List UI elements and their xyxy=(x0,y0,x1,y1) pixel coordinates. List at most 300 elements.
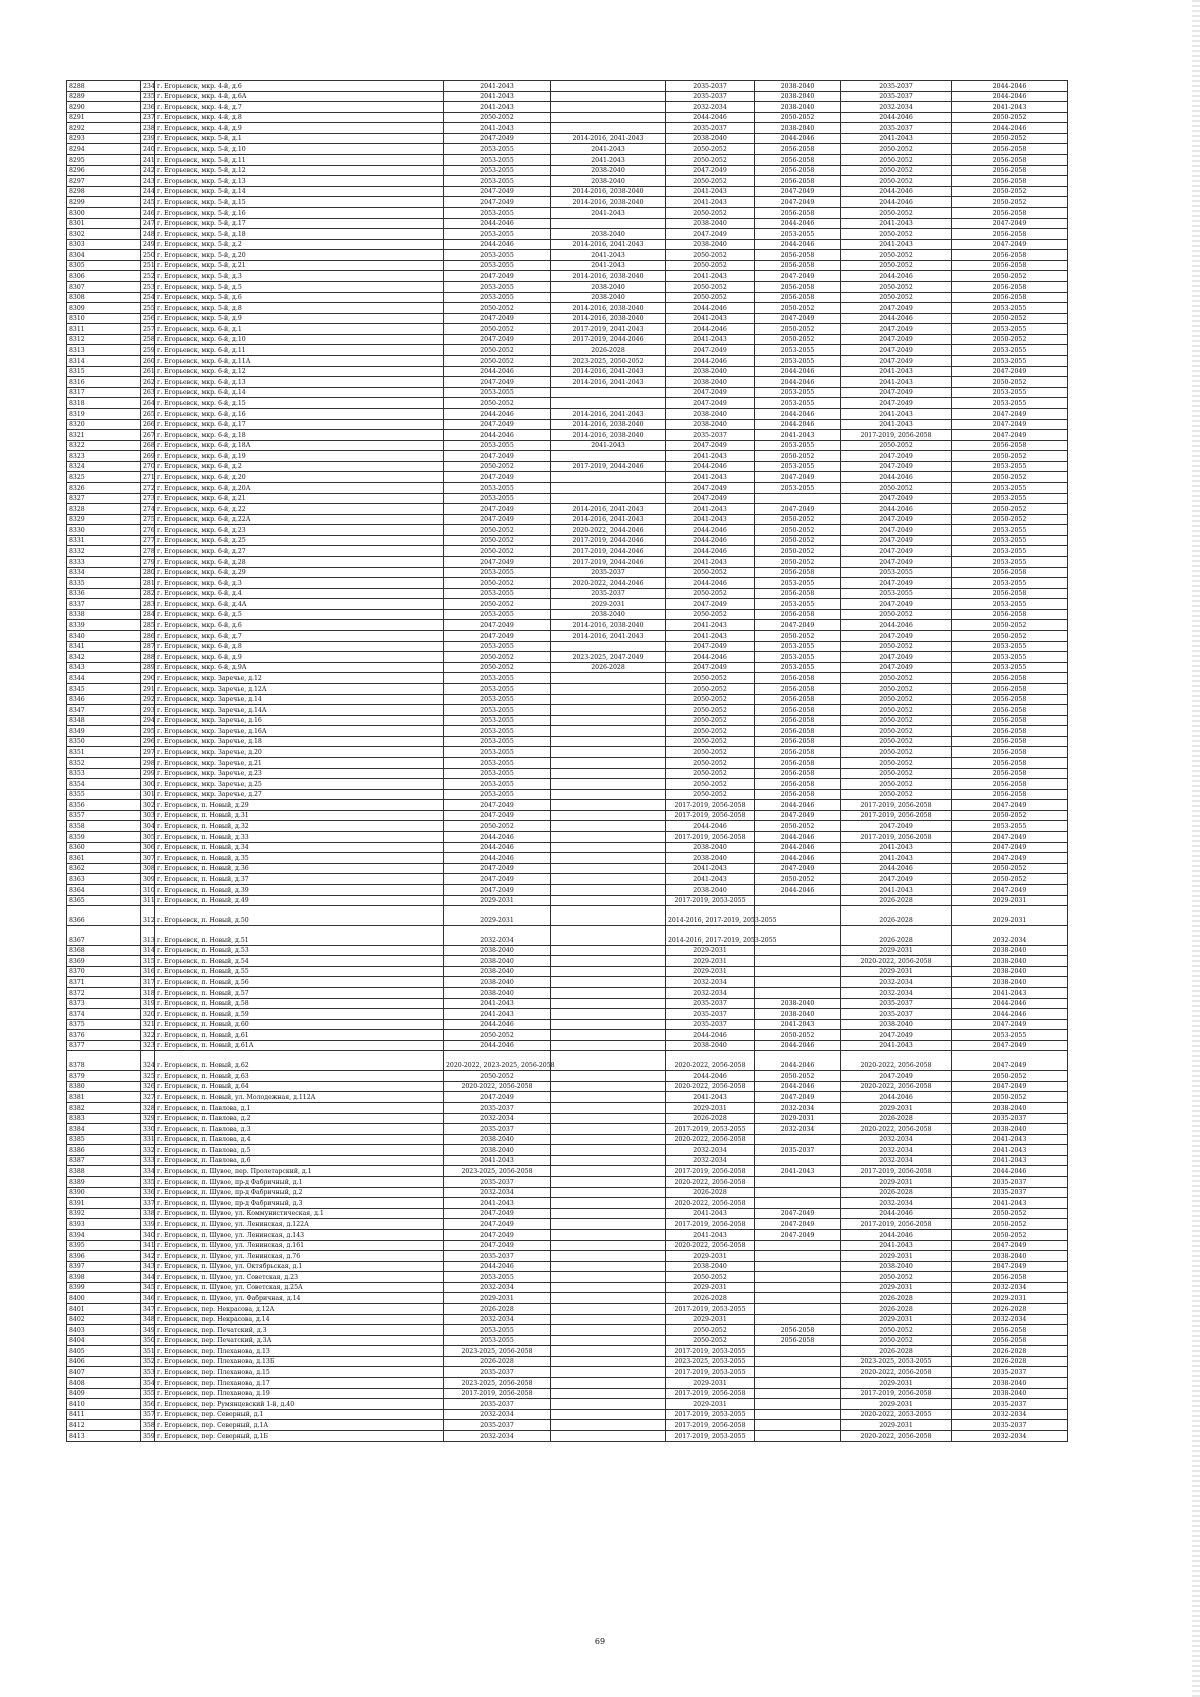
cell-period-2 xyxy=(551,1282,666,1293)
table-row xyxy=(67,705,1068,716)
cell-period-2: 2014-2016, 2041-2043 xyxy=(551,239,666,250)
cell-period-2 xyxy=(551,387,666,398)
cell-address: г. Егорьевск, мкр. Заречье, д.12 xyxy=(155,673,444,684)
table-row xyxy=(67,1145,1068,1156)
cell-period-1: 2032-2034 xyxy=(444,1430,551,1441)
cell-period-3: 2038-2040 xyxy=(666,842,755,853)
cell-period-3: 2044-2046 xyxy=(666,1030,755,1041)
cell-period-4: 2056-2058 xyxy=(755,609,841,620)
cell-period-2 xyxy=(551,1378,666,1389)
cell-row-id: 8342 xyxy=(67,652,141,663)
cell-period-6: 2047-2049 xyxy=(952,239,1068,250)
cell-period-3: 2038-2040 xyxy=(666,377,755,388)
cell-address: г. Егорьевск, мкр. 6-й, д.8 xyxy=(155,641,444,652)
cell-period-2 xyxy=(551,715,666,726)
cell-period-1: 2044-2046 xyxy=(444,408,551,419)
cell-period-3: 2035-2037 xyxy=(666,998,755,1009)
cell-row-id: 8355 xyxy=(67,789,141,800)
cell-period-5: 2035-2037 xyxy=(841,81,952,92)
cell-item-number: 276 xyxy=(141,525,155,536)
cell-period-3: 2041-2043 xyxy=(666,874,755,885)
cell-period-5: 2047-2049 xyxy=(841,345,952,356)
cell-period-6: 2053-2055 xyxy=(952,662,1068,673)
cell-period-3: 2020-2022, 2056-2058 xyxy=(666,1134,755,1145)
cell-period-1: 2047-2049 xyxy=(444,197,551,208)
cell-period-5: 2047-2049 xyxy=(841,1030,952,1041)
cell-period-6: 2050-2052 xyxy=(952,377,1068,388)
cell-period-4: 2047-2049 xyxy=(755,271,841,282)
cell-period-1: 2023-2025, 2056-2058 xyxy=(444,1378,551,1389)
cell-period-2 xyxy=(551,956,666,967)
cell-period-4: 2044-2046 xyxy=(755,1040,841,1051)
cell-period-2 xyxy=(551,1325,666,1336)
cell-address: г. Егорьевск, п. Павлова, д.5 xyxy=(155,1145,444,1156)
cell-period-3: 2047-2049 xyxy=(666,398,755,409)
cell-row-id: 8384 xyxy=(67,1124,141,1135)
cell-period-1: 2050-2052 xyxy=(444,112,551,123)
table-row xyxy=(67,186,1068,197)
cell-period-3: 2041-2043 xyxy=(666,557,755,568)
table-row xyxy=(67,144,1068,155)
table-row xyxy=(67,324,1068,335)
cell-period-1: 2047-2049 xyxy=(444,451,551,462)
cell-address: г. Егорьевск, мкр. 5-й, д.21 xyxy=(155,260,444,271)
cell-period-5: 2020-2022, 2056-2058 xyxy=(841,1430,952,1441)
cell-period-5: 2050-2052 xyxy=(841,1325,952,1336)
cell-period-4: 2056-2058 xyxy=(755,155,841,166)
cell-row-id: 8385 xyxy=(67,1134,141,1145)
cell-period-3: 2041-2043 xyxy=(666,313,755,324)
cell-period-3: 2050-2052 xyxy=(666,588,755,599)
cell-period-1: 2053-2055 xyxy=(444,726,551,737)
cell-period-5: 2026-2028 xyxy=(841,1113,952,1124)
cell-period-4: 2050-2052 xyxy=(755,324,841,335)
cell-item-number: 270 xyxy=(141,461,155,472)
cell-period-5: 2044-2046 xyxy=(841,863,952,874)
table-row xyxy=(67,1229,1068,1240)
cell-period-5: 2044-2046 xyxy=(841,1092,952,1103)
cell-period-6: 2035-2037 xyxy=(952,1420,1068,1431)
cell-period-4: 2056-2058 xyxy=(755,165,841,176)
table-row xyxy=(67,620,1068,631)
cell-period-4: 2056-2058 xyxy=(755,768,841,779)
cell-period-2 xyxy=(551,779,666,790)
cell-item-number: 296 xyxy=(141,736,155,747)
table-row xyxy=(67,356,1068,367)
cell-item-number: 340 xyxy=(141,1229,155,1240)
cell-period-6: 2056-2058 xyxy=(952,440,1068,451)
cell-row-id: 8315 xyxy=(67,366,141,377)
cell-item-number: 335 xyxy=(141,1177,155,1188)
cell-period-3: 2044-2046 xyxy=(666,546,755,557)
cell-row-id: 8313 xyxy=(67,345,141,356)
cell-period-1: 2050-2052 xyxy=(444,345,551,356)
cell-period-4 xyxy=(755,1272,841,1283)
cell-address: г. Егорьевск, мкр. 6-й, д.16 xyxy=(155,408,444,419)
cell-address: г. Егорьевск, п. Шувое, ул. Коммунистическая, д.1 xyxy=(155,1208,444,1219)
table-row xyxy=(67,758,1068,769)
cell-period-1: 2047-2049 xyxy=(444,884,551,895)
cell-address: г. Егорьевск, пер. Плеханова, д.15 xyxy=(155,1367,444,1378)
cell-row-id: 8361 xyxy=(67,853,141,864)
cell-period-4 xyxy=(755,1409,841,1420)
cell-item-number: 291 xyxy=(141,683,155,694)
cell-period-1: 2053-2055 xyxy=(444,292,551,303)
cell-period-3: 2044-2046 xyxy=(666,324,755,335)
cell-address: г. Егорьевск, мкр. 6-й, д.25 xyxy=(155,535,444,546)
cell-period-5: 2032-2034 xyxy=(841,977,952,988)
cell-address: г. Егорьевск, п. Павлова, д.3 xyxy=(155,1124,444,1135)
cell-period-2 xyxy=(551,726,666,737)
cell-period-3: 2038-2040 xyxy=(666,218,755,229)
cell-period-4: 2050-2052 xyxy=(755,535,841,546)
cell-address: г. Егорьевск, п. Новый, д.49 xyxy=(155,895,444,906)
cell-period-6: 2056-2058 xyxy=(952,176,1068,187)
cell-item-number: 354 xyxy=(141,1378,155,1389)
cell-period-4: 2032-2034 xyxy=(755,1103,841,1114)
cell-period-6: 2047-2049 xyxy=(952,366,1068,377)
cell-item-number: 315 xyxy=(141,956,155,967)
cell-period-4 xyxy=(755,1155,841,1166)
cell-address: г. Егорьевск, мкр. 6-й, д.6 xyxy=(155,620,444,631)
cell-period-3: 2041-2043 xyxy=(666,620,755,631)
cell-period-6: 2053-2055 xyxy=(952,652,1068,663)
cell-item-number: 348 xyxy=(141,1314,155,1325)
cell-item-number: 341 xyxy=(141,1240,155,1251)
cell-period-5: 2050-2052 xyxy=(841,176,952,187)
cell-period-2: 2041-2043 xyxy=(551,155,666,166)
cell-row-id: 8393 xyxy=(67,1219,141,1230)
cell-period-3: 2050-2052 xyxy=(666,260,755,271)
cell-period-1: 2047-2049 xyxy=(444,874,551,885)
cell-period-2 xyxy=(551,1293,666,1304)
cell-row-id: 8352 xyxy=(67,758,141,769)
cell-address: г. Егорьевск, мкр. 6-й, д.4А xyxy=(155,599,444,610)
cell-address: г. Егорьевск, п. Новый, д.63 xyxy=(155,1071,444,1082)
cell-address: г. Егорьевск, мкр. 6-й, д.18 xyxy=(155,430,444,441)
cell-period-2 xyxy=(551,1198,666,1209)
cell-item-number: 303 xyxy=(141,810,155,821)
cell-period-4: 2044-2046 xyxy=(755,239,841,250)
cell-address: г. Егорьевск, п. Шувое, ул. Фабричная, д.14 xyxy=(155,1293,444,1304)
cell-period-6: 2056-2058 xyxy=(952,726,1068,737)
cell-period-4: 2050-2052 xyxy=(755,451,841,462)
cell-row-id: 8304 xyxy=(67,250,141,261)
cell-item-number: 329 xyxy=(141,1113,155,1124)
cell-period-4 xyxy=(755,1367,841,1378)
cell-item-number: 322 xyxy=(141,1030,155,1041)
cell-address: г. Егорьевск, мкр. Заречье, д.14 xyxy=(155,694,444,705)
cell-period-3: 2041-2043 xyxy=(666,451,755,462)
cell-period-4 xyxy=(755,1251,841,1262)
cell-row-id: 8401 xyxy=(67,1303,141,1314)
cell-period-2: 2041-2043 xyxy=(551,144,666,155)
cell-period-3: 2032-2034 xyxy=(666,988,755,999)
cell-row-id: 8371 xyxy=(67,977,141,988)
cell-period-1: 2050-2052 xyxy=(444,1030,551,1041)
cell-period-5: 2017-2019, 2056-2058 xyxy=(841,832,952,843)
cell-period-5: 2050-2052 xyxy=(841,726,952,737)
cell-period-3: 2038-2040 xyxy=(666,1040,755,1051)
cell-period-6: 2047-2049 xyxy=(952,218,1068,229)
cell-period-5: 2041-2043 xyxy=(841,419,952,430)
cell-period-4 xyxy=(755,493,841,504)
cell-period-5: 2050-2052 xyxy=(841,747,952,758)
cell-period-5: 2017-2019, 2056-2058 xyxy=(841,800,952,811)
cell-period-5: 2050-2052 xyxy=(841,609,952,620)
cell-period-1: 2047-2049 xyxy=(444,504,551,515)
cell-item-number: 251 xyxy=(141,260,155,271)
cell-period-6: 2041-2043 xyxy=(952,1134,1068,1145)
cell-period-5: 2017-2019, 2056-2058 xyxy=(841,810,952,821)
cell-address: г. Егорьевск, мкр. Заречье, д.16 xyxy=(155,715,444,726)
cell-period-4: 2044-2046 xyxy=(755,218,841,229)
cell-period-1: 2047-2049 xyxy=(444,631,551,642)
cell-period-1: 2053-2055 xyxy=(444,1272,551,1283)
cell-period-1: 2050-2052 xyxy=(444,303,551,314)
cell-period-2: 2017-2019, 2044-2046 xyxy=(551,461,666,472)
cell-period-5: 2050-2052 xyxy=(841,673,952,684)
cell-period-5: 2020-2022, 2056-2058 xyxy=(841,1051,952,1071)
cell-period-6: 2056-2058 xyxy=(952,1272,1068,1283)
table-body xyxy=(67,81,1068,1442)
cell-period-6: 2047-2049 xyxy=(952,1261,1068,1272)
cell-period-6: 2041-2043 xyxy=(952,988,1068,999)
cell-row-id: 8397 xyxy=(67,1261,141,1272)
cell-period-1: 2041-2043 xyxy=(444,123,551,134)
cell-address: г. Егорьевск, мкр. 5-й, д.14 xyxy=(155,186,444,197)
cell-row-id: 8392 xyxy=(67,1208,141,1219)
table-row xyxy=(67,440,1068,451)
cell-item-number: 346 xyxy=(141,1293,155,1304)
table-row xyxy=(67,945,1068,956)
cell-item-number: 284 xyxy=(141,609,155,620)
cell-period-6: 2053-2055 xyxy=(952,345,1068,356)
cell-period-1: 2047-2049 xyxy=(444,863,551,874)
cell-period-1: 2047-2049 xyxy=(444,1240,551,1251)
cell-item-number: 344 xyxy=(141,1272,155,1283)
cell-period-3: 2041-2043 xyxy=(666,1092,755,1103)
cell-address: г. Егорьевск, мкр. 6-й, д.5 xyxy=(155,609,444,620)
cell-row-id: 8405 xyxy=(67,1346,141,1357)
cell-period-5: 2020-2022, 2056-2058 xyxy=(841,1081,952,1092)
cell-item-number: 263 xyxy=(141,387,155,398)
cell-address: г. Егорьевск, мкр. 5-й, д.6 xyxy=(155,292,444,303)
cell-item-number: 297 xyxy=(141,747,155,758)
cell-period-3: 2035-2037 xyxy=(666,1019,755,1030)
cell-period-6: 2041-2043 xyxy=(952,1155,1068,1166)
cell-period-3: 2044-2046 xyxy=(666,1071,755,1082)
cell-item-number: 260 xyxy=(141,356,155,367)
cell-item-number: 253 xyxy=(141,281,155,292)
cell-period-4: 2041-2043 xyxy=(755,1166,841,1177)
cell-period-3: 2050-2052 xyxy=(666,768,755,779)
cell-period-4: 2050-2052 xyxy=(755,631,841,642)
cell-period-1: 2035-2037 xyxy=(444,1420,551,1431)
cell-item-number: 273 xyxy=(141,493,155,504)
cell-row-id: 8353 xyxy=(67,768,141,779)
cell-period-6: 2038-2040 xyxy=(952,956,1068,967)
cell-period-2 xyxy=(551,832,666,843)
cell-period-2 xyxy=(551,906,666,926)
cell-period-2: 2023-2025, 2047-2049 xyxy=(551,652,666,663)
cell-item-number: 351 xyxy=(141,1346,155,1357)
cell-period-6: 2056-2058 xyxy=(952,779,1068,790)
cell-period-6: 2032-2034 xyxy=(952,1314,1068,1325)
cell-item-number: 248 xyxy=(141,229,155,240)
cell-row-id: 8335 xyxy=(67,578,141,589)
cell-period-3: 2050-2052 xyxy=(666,758,755,769)
cell-period-3: 2050-2052 xyxy=(666,155,755,166)
cell-period-2: 2023-2025, 2050-2052 xyxy=(551,356,666,367)
cell-period-3: 2044-2046 xyxy=(666,461,755,472)
cell-item-number: 330 xyxy=(141,1124,155,1135)
cell-address: г. Егорьевск, п. Новый, д.32 xyxy=(155,821,444,832)
cell-period-6: 2050-2052 xyxy=(952,197,1068,208)
cell-period-6: 2050-2052 xyxy=(952,1071,1068,1082)
cell-period-4 xyxy=(755,966,841,977)
cell-period-4 xyxy=(755,1134,841,1145)
cell-period-1: 2038-2040 xyxy=(444,988,551,999)
cell-period-6: 2032-2034 xyxy=(952,1282,1068,1293)
cell-row-id: 8367 xyxy=(67,925,141,945)
cell-item-number: 313 xyxy=(141,925,155,945)
cell-period-4: 2056-2058 xyxy=(755,144,841,155)
cell-period-2: 2014-2016, 2038-2040 xyxy=(551,419,666,430)
cell-period-5: 2047-2049 xyxy=(841,451,952,462)
cell-item-number: 357 xyxy=(141,1409,155,1420)
cell-address: г. Егорьевск, пер. Северный, д.1А xyxy=(155,1420,444,1431)
cell-period-5: 2047-2049 xyxy=(841,334,952,345)
cell-period-3: 2038-2040 xyxy=(666,884,755,895)
cell-item-number: 246 xyxy=(141,207,155,218)
cell-period-4: 2053-2055 xyxy=(755,461,841,472)
cell-period-2 xyxy=(551,482,666,493)
cell-address: г. Егорьевск, п. Новый, д.55 xyxy=(155,966,444,977)
cell-period-4: 2056-2058 xyxy=(755,1325,841,1336)
cell-period-6: 2035-2037 xyxy=(952,1177,1068,1188)
cell-row-id: 8370 xyxy=(67,966,141,977)
cell-period-2 xyxy=(551,705,666,716)
cell-period-4 xyxy=(755,1177,841,1188)
cell-address: г. Егорьевск, п. Новый, д.36 xyxy=(155,863,444,874)
table-row xyxy=(67,102,1068,113)
cell-item-number: 285 xyxy=(141,620,155,631)
cell-period-3: 2020-2022, 2056-2058 xyxy=(666,1177,755,1188)
cell-address: г. Егорьевск, пер. Плеханова, д.13Б xyxy=(155,1356,444,1367)
cell-row-id: 8387 xyxy=(67,1155,141,1166)
cell-period-5: 2047-2049 xyxy=(841,525,952,536)
cell-period-6: 2050-2052 xyxy=(952,1229,1068,1240)
cell-period-1: 2035-2037 xyxy=(444,1177,551,1188)
cell-period-6: 2053-2055 xyxy=(952,303,1068,314)
cell-address: г. Егорьевск, п. Новый, д.37 xyxy=(155,874,444,885)
cell-period-1: 2035-2037 xyxy=(444,1399,551,1410)
cell-address: г. Егорьевск, п. Новый, д.62 xyxy=(155,1051,444,1071)
cell-period-1: 2029-2031 xyxy=(444,895,551,906)
cell-row-id: 8403 xyxy=(67,1325,141,1336)
cell-address: г. Егорьевск, пер. Печатский, д.3 xyxy=(155,1325,444,1336)
cell-period-1: 2053-2055 xyxy=(444,758,551,769)
cell-row-id: 8395 xyxy=(67,1240,141,1251)
cell-item-number: 304 xyxy=(141,821,155,832)
cell-row-id: 8308 xyxy=(67,292,141,303)
cell-address: г. Егорьевск, мкр. 6-й, д.22А xyxy=(155,514,444,525)
table-row xyxy=(67,112,1068,123)
cell-period-6: 2032-2034 xyxy=(952,925,1068,945)
cell-period-2 xyxy=(551,673,666,684)
cell-period-3: 2017-2019, 2056-2058 xyxy=(666,832,755,843)
cell-period-3: 2029-2031 xyxy=(666,1314,755,1325)
cell-period-4: 2053-2055 xyxy=(755,599,841,610)
table-row xyxy=(67,1378,1068,1389)
cell-period-1: 2047-2049 xyxy=(444,472,551,483)
cell-row-id: 8358 xyxy=(67,821,141,832)
cell-row-id: 8299 xyxy=(67,197,141,208)
cell-period-6: 2044-2046 xyxy=(952,998,1068,1009)
cell-period-3: 2047-2049 xyxy=(666,387,755,398)
cell-period-1: 2047-2049 xyxy=(444,620,551,631)
cell-row-id: 8341 xyxy=(67,641,141,652)
cell-item-number: 342 xyxy=(141,1251,155,1262)
cell-period-1: 2041-2043 xyxy=(444,998,551,1009)
cell-row-id: 8330 xyxy=(67,525,141,536)
cell-period-3: 2038-2040 xyxy=(666,408,755,419)
cell-item-number: 266 xyxy=(141,419,155,430)
cell-item-number: 282 xyxy=(141,588,155,599)
cell-period-1: 2047-2049 xyxy=(444,186,551,197)
cell-period-1: 2047-2049 xyxy=(444,1219,551,1230)
cell-period-1: 2044-2046 xyxy=(444,1019,551,1030)
cell-period-3: 2050-2052 xyxy=(666,736,755,747)
cell-period-5: 2050-2052 xyxy=(841,165,952,176)
cell-period-6: 2047-2049 xyxy=(952,419,1068,430)
table-row xyxy=(67,1430,1068,1441)
cell-period-4: 2056-2058 xyxy=(755,207,841,218)
cell-period-6: 2053-2055 xyxy=(952,821,1068,832)
table-row xyxy=(67,461,1068,472)
cell-period-6: 2047-2049 xyxy=(952,832,1068,843)
cell-period-2 xyxy=(551,102,666,113)
cell-period-2 xyxy=(551,1071,666,1082)
cell-period-3: 2029-2031 xyxy=(666,1103,755,1114)
cell-item-number: 358 xyxy=(141,1420,155,1431)
cell-period-6: 2044-2046 xyxy=(952,91,1068,102)
cell-period-5: 2029-2031 xyxy=(841,1251,952,1262)
table-row xyxy=(67,1009,1068,1020)
cell-period-6: 2056-2058 xyxy=(952,165,1068,176)
cell-period-4: 2056-2058 xyxy=(755,281,841,292)
cell-period-3: 2017-2019, 2056-2058 xyxy=(666,810,755,821)
cell-period-5: 2047-2049 xyxy=(841,1071,952,1082)
cell-period-5: 2044-2046 xyxy=(841,313,952,324)
cell-period-3: 2050-2052 xyxy=(666,567,755,578)
table-row xyxy=(67,218,1068,229)
cell-period-2 xyxy=(551,1030,666,1041)
cell-period-1: 2035-2037 xyxy=(444,1103,551,1114)
cell-row-id: 8348 xyxy=(67,715,141,726)
cell-item-number: 324 xyxy=(141,1051,155,1071)
cell-period-4: 2053-2055 xyxy=(755,578,841,589)
cell-row-id: 8303 xyxy=(67,239,141,250)
cell-item-number: 295 xyxy=(141,726,155,737)
table-row xyxy=(67,906,1068,926)
cell-row-id: 8357 xyxy=(67,810,141,821)
cell-period-2 xyxy=(551,789,666,800)
cell-period-3: 2038-2040 xyxy=(666,366,755,377)
cell-period-3: 2017-2019, 2056-2058 xyxy=(666,1388,755,1399)
cell-period-4 xyxy=(755,1240,841,1251)
